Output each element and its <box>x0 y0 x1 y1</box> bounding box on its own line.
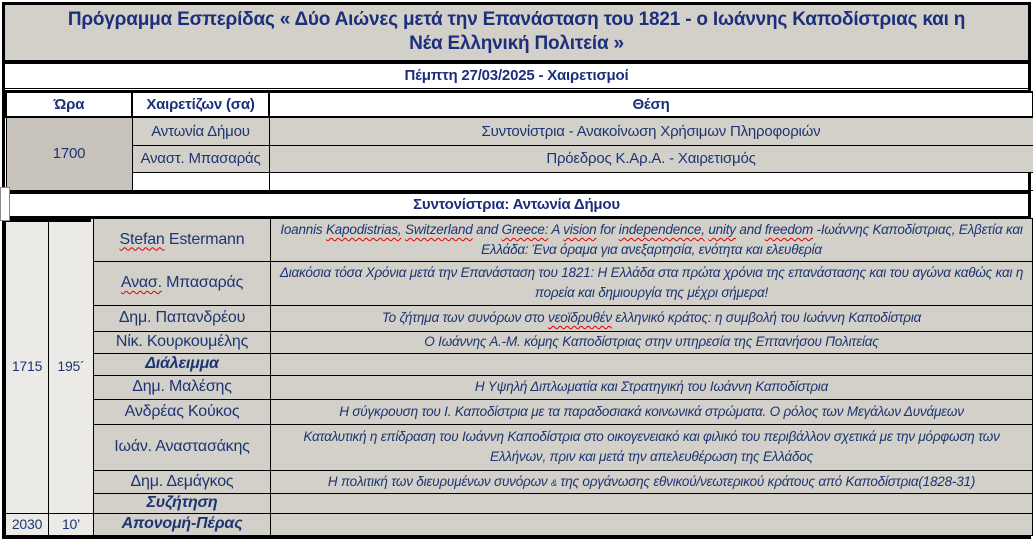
table-row <box>6 493 1033 513</box>
table-row <box>6 424 1033 470</box>
topic-cell: Διακόσια τόσα Χρόνια μετά την Επανάσταση του 1821: Η Ελλάδα στα πρώτα χρόνια της επανάστασης και του αγώνα καθώς και η πορεία και δημιουργία της μέχρι σήμερα! <box>271 261 1033 305</box>
page-title-line2: Νέα Ελληνική Πολιτεία » <box>409 33 624 54</box>
presentations-table <box>5 218 1033 536</box>
speaker-cell: Ανδρέας Κούκος <box>94 399 271 424</box>
speaker-cell: Αναστ. Μπασαράς <box>132 145 269 172</box>
moderator-heading: Συντονίστρια: Αντωνία Δήμου <box>5 194 1028 218</box>
break-cell: Διάλειμμα <box>94 353 271 375</box>
role-cell <box>269 172 1033 190</box>
greetings-header-row <box>6 92 1033 117</box>
speaker-cell: Δημ. Παπανδρέου <box>94 305 271 331</box>
speaker-cell: Νίκ. Κουρκουμέλης <box>94 331 271 353</box>
topic-cell <box>271 353 1033 375</box>
topic-cell: Ο Ιωάννης Α.-Μ. κόμης Καποδίστριας στην υπηρεσία της Επτανήσου Πολιτείας <box>271 331 1033 353</box>
column-header-time: Ώρα <box>6 92 132 117</box>
table-row <box>6 375 1033 399</box>
table-row <box>6 261 1033 305</box>
table-row <box>6 172 1033 190</box>
column-header-speaker: Χαιρετίζων (σα) <box>132 92 269 117</box>
table-row <box>6 305 1033 331</box>
speaker-cell: Ανασ. Μπασαράς <box>94 261 271 305</box>
table-row <box>6 218 1033 261</box>
speaker-cell: Δημ. Δεμάγκος <box>94 470 271 493</box>
speaker-cell: Stefan Estermann <box>94 218 271 261</box>
topic-cell <box>271 493 1033 513</box>
discussion-cell: Συζήτηση <box>94 493 271 513</box>
speaker-cell: Ιωάν. Αναστασάκης <box>94 424 271 470</box>
table-row <box>6 331 1033 353</box>
thick-border-segment <box>4 216 91 222</box>
greetings-table <box>5 91 1033 191</box>
role-cell: Συντονίστρια - Ανακοίνωση Χρήσιμων Πληροφοριών <box>269 117 1033 145</box>
table-row <box>6 145 1033 172</box>
greetings-table-wrap <box>5 91 1028 194</box>
session2-start-time-cell: 1715 <box>6 218 49 513</box>
speaker-cell: Δημ. Μαλέσης <box>94 375 271 399</box>
session2-end-time-cell: 2030 <box>6 513 49 535</box>
page-title-line1: Πρόγραμμα Εσπερίδας « Δύο Αιώνες μετά την Επανάσταση του 1821 - ο Ιωάννης Καποδίστριας και η <box>67 9 966 30</box>
column-header-role: Θέση <box>269 92 1033 117</box>
title-band <box>5 5 1028 64</box>
table-row <box>6 117 1033 145</box>
topic-cell: Η πολιτική των διευρυμένων συνόρων & της οργάνωσης εθνικού/νεωτερικού κράτους από Καποδίστρια(1828-31) <box>271 470 1033 493</box>
topic-cell: Καταλυτική η επίδραση του Ιωάννη Καποδίστρια στο οικογενειακό και φιλικό του περιβάλλον σχετικά με την μόρφωση των Ελλήνων, πριν και μετά την απελευθέρωση της Ελλάδος <box>271 424 1033 470</box>
table-row <box>6 470 1033 493</box>
left-edge-artifact <box>0 187 10 221</box>
speaker-cell <box>132 172 269 190</box>
table-row <box>6 399 1033 424</box>
session2-duration-cell: 195´ <box>49 218 94 513</box>
topic-cell: Ioannis Kapodistrias, Switzerland and Greece: A vision for independence, unity and freedom -Ιωάννης Καποδίστριας, Ελβετία και Ελλάδα: Ένα όραμα για ανεξαρτησία, ενότητα και ελευθερία <box>271 218 1033 261</box>
table-row <box>6 513 1033 535</box>
date-heading: Πέμπτη 27/03/2025 - Χαιρετισμοί <box>5 64 1028 91</box>
topic-cell: Το ζήτημα των συνόρων στο νεοϊδρυθέν ελληνικό κράτος: η συμβολή του Ιωάννη Καποδίστρια <box>271 305 1033 331</box>
session1-time-cell: 1700 <box>6 117 132 190</box>
closing-cell: Απονομή-Πέρας <box>94 513 271 535</box>
topic-cell: Η σύγκρουση του Ι. Καποδίστρια με τα παραδοσιακά κοινωνικά στρώματα. Ο ρόλος των Μεγάλων Δυνάμεων <box>271 399 1033 424</box>
program-document <box>2 2 1031 539</box>
presentations-table-wrap <box>5 218 1028 536</box>
topic-cell: Η Υψηλή Διπλωματία και Στρατηγική του Ιωάννη Καποδίστρια <box>271 375 1033 399</box>
speaker-cell: Αντωνία Δήμου <box>132 117 269 145</box>
session2-end-duration-cell: 10’ <box>49 513 94 535</box>
table-row <box>6 353 1033 375</box>
role-cell: Πρόεδρος Κ.Αρ.Α. - Χαιρετισμός <box>269 145 1033 172</box>
topic-cell <box>271 513 1033 535</box>
